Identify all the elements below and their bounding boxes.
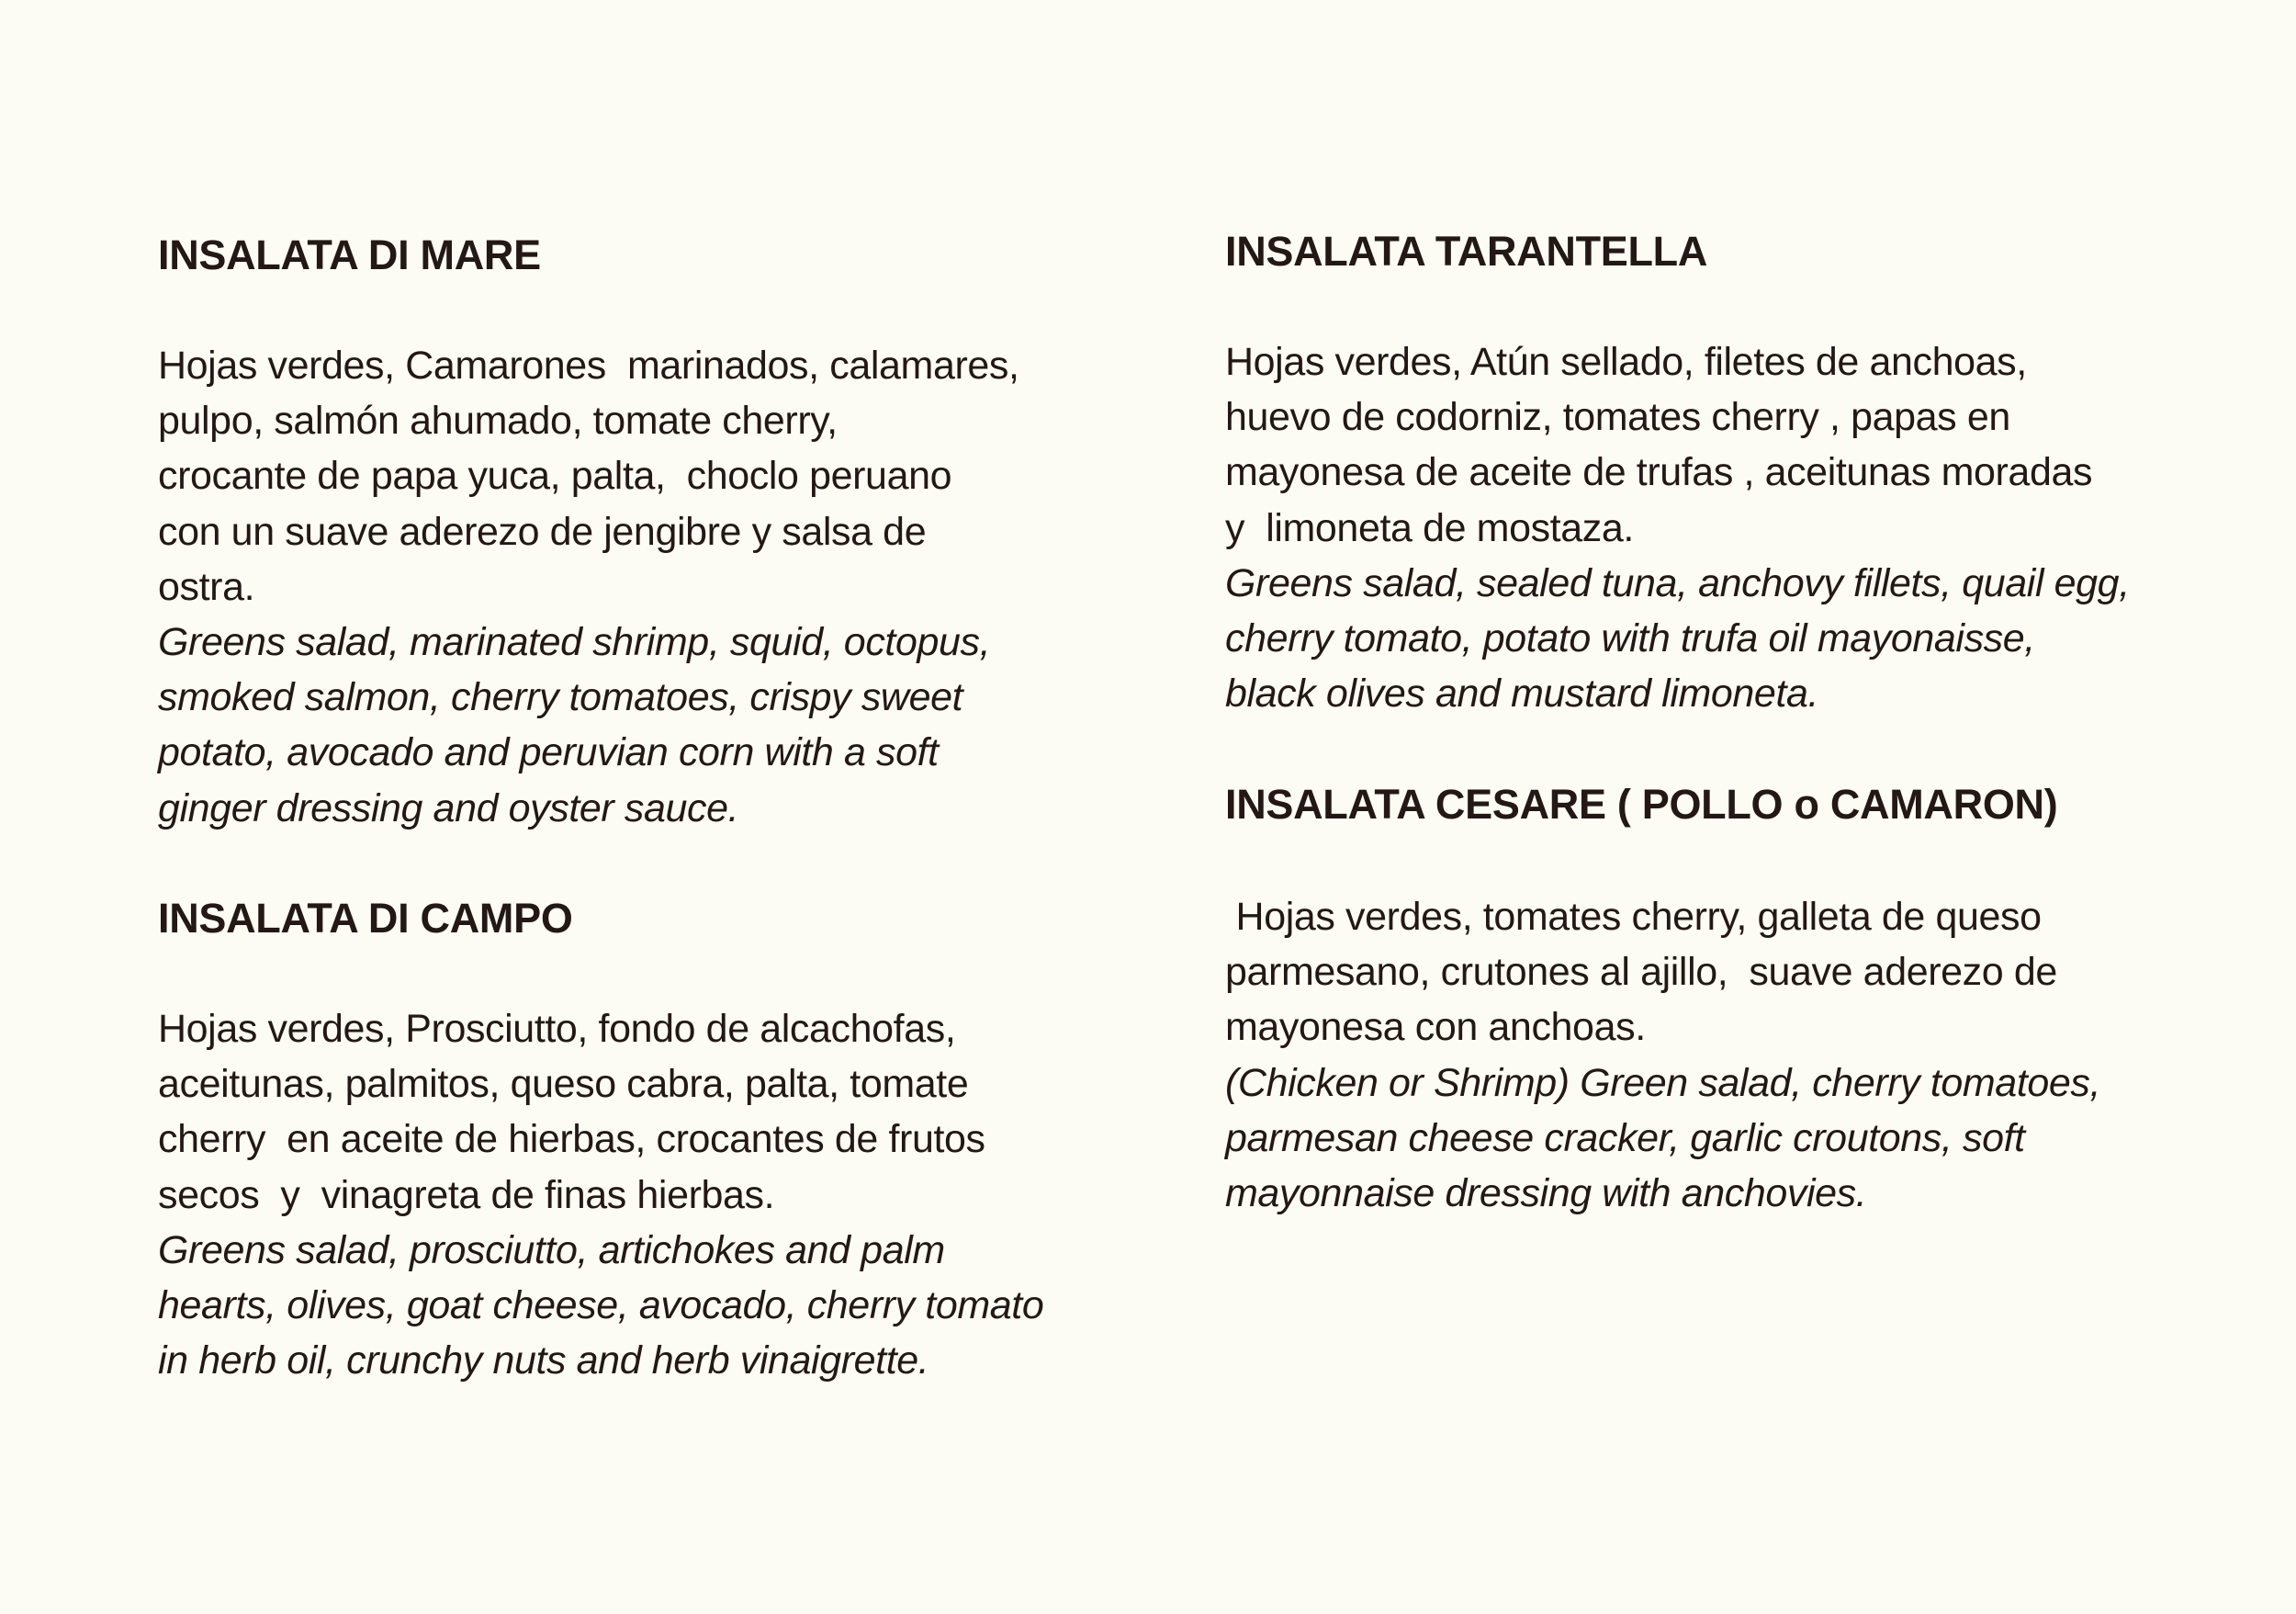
- description-es-line: Hojas verdes, Prosciutto, fondo de alcachofas,: [158, 1007, 956, 1051]
- description-en-line: smoked salmon, cherry tomatoes, crispy sweet: [158, 675, 963, 720]
- description-es-line: Hojas verdes, Camarones marinados, calamares,: [158, 344, 1019, 388]
- description-es-line: ostra.: [158, 564, 255, 609]
- item-description: [158, 1001, 1113, 1388]
- description-en-line: in herb oil, crunchy nuts and herb vinaigrette.: [158, 1338, 929, 1383]
- description-en-line: Greens salad, prosciutto, artichokes and palm: [158, 1227, 945, 1272]
- item-title: INSALATA CESARE ( POLLO o CAMARON): [1225, 781, 2058, 828]
- item-title: INSALATA DI CAMPO: [158, 895, 573, 942]
- description-en-line: hearts, olives, goat cheese, avocado, cherry tomato: [158, 1283, 1044, 1328]
- item-title: INSALATA DI MARE: [158, 231, 541, 278]
- menu-item-insalata-cesare: [1225, 777, 2217, 1221]
- description-es-line: parmesano, crutones al ajillo, suave aderezo de: [1225, 950, 2057, 995]
- description-en-line: (Chicken or Shrimp) Green salad, cherry tomatoes,: [1225, 1060, 2101, 1105]
- description-en-line: mayonnaise dressing with anchovies.: [1225, 1171, 1867, 1216]
- menu-item-insalata-di-mare: [158, 228, 1113, 836]
- description-es-line: pulpo, salmón ahumado, tomate cherry,: [158, 399, 838, 444]
- item-description: [1225, 889, 2217, 1221]
- description-en-line: potato, avocado and peruvian corn with a soft: [158, 730, 939, 775]
- description-es-line: crocante de papa yuca, palta, choclo peruano: [158, 454, 952, 499]
- description-es-line: Hojas verdes, Atún sellado, filetes de anchoas,: [1225, 340, 2027, 384]
- description-es-line: Hojas verdes, tomates cherry, galleta de queso: [1225, 895, 2042, 939]
- description-es-line: con un suave aderezo de jengibre y salsa de: [158, 509, 927, 554]
- description-en-line: black olives and mustard limoneta.: [1225, 672, 1819, 717]
- description-es-line: aceitunas, palmitos, queso cabra, palta, tomate: [158, 1062, 969, 1107]
- description-en-line: cherry tomato, potato with trufa oil mayonaisse,: [1225, 616, 2035, 661]
- item-title: INSALATA TARANTELLA: [1225, 228, 1708, 275]
- description-es-line: y limoneta de mostaza.: [1225, 505, 1634, 550]
- description-en-line: parmesan cheese cracker, garlic croutons, soft: [1225, 1115, 2025, 1160]
- description-es-line: huevo de codorniz, tomates cherry , papas en: [1225, 395, 2010, 440]
- menu-item-insalata-di-campo: [158, 891, 1113, 1388]
- description-es-line: secos y vinagreta de finas hierbas.: [158, 1172, 775, 1217]
- description-es-line: mayonesa con anchoas.: [1225, 1005, 1646, 1050]
- description-en-line: Greens salad, sealed tuna, anchovy fillets, quail egg,: [1225, 560, 2130, 605]
- item-description: [158, 338, 1113, 836]
- description-en-line: ginger dressing and oyster sauce.: [158, 785, 739, 830]
- description-en-line: Greens salad, marinated shrimp, squid, octopus,: [158, 620, 991, 665]
- description-es-line: cherry en aceite de hierbas, crocantes de frutos: [158, 1117, 985, 1162]
- item-description: [1225, 334, 2217, 721]
- menu-item-insalata-tarantella: [1225, 224, 2217, 721]
- description-es-line: mayonesa de aceite de trufas , aceitunas moradas: [1225, 450, 2093, 495]
